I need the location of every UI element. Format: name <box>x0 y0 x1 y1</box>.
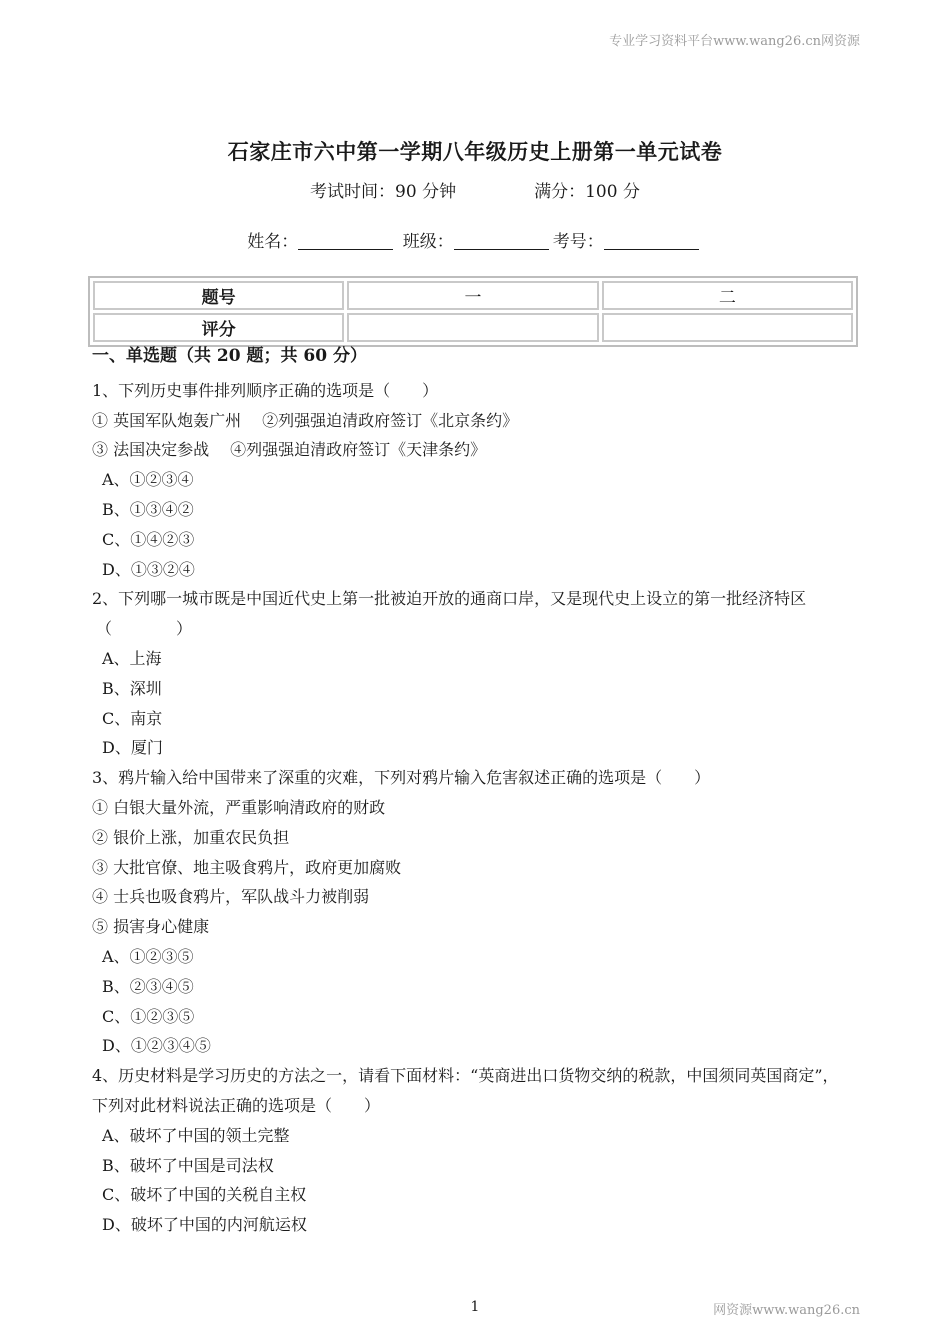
question-2-paren: （ ） <box>96 619 193 639</box>
question-2-option-d[interactable]: D、厦门 <box>102 738 163 758</box>
footer-watermark: 网资源www.wang26.cn <box>713 1303 860 1318</box>
question-4-stem: 4、历史材料是学习历史的方法之一，请看下面材料：“英商进出口货物交纳的税款，中国须同英国商定”， <box>92 1066 839 1086</box>
full-score: 满分：100 分 <box>534 182 640 202</box>
question-4-option-d[interactable]: D、破坏了中国的内河航运权 <box>102 1215 307 1235</box>
question-4-option-a[interactable]: A、破坏了中国的领土完整 <box>102 1125 290 1145</box>
question-1-line-1: ① 英国军队炮轰广州 ②列强强迫清政府签订《北京条约》 <box>92 410 519 430</box>
question-3-item-5: ⑤ 损害身心健康 <box>92 917 210 937</box>
question-3-item-4: ④ 士兵也吸食鸦片，军队战斗力被削弱 <box>92 887 370 907</box>
table-cell-question-label: 题号 <box>93 281 344 310</box>
class-blank[interactable] <box>454 231 549 250</box>
question-2-stem: 2、下列哪一城市既是中国近代史上第一批被迫开放的通商口岸，又是现代史上设立的第一批经济特区 <box>92 589 807 609</box>
question-2-option-a[interactable]: A、上海 <box>102 648 162 668</box>
question-3-item-2: ② 银价上涨，加重农民负担 <box>92 827 290 847</box>
question-2-option-b[interactable]: B、深圳 <box>102 678 162 698</box>
section-title: 一、单选题（共 20 题；共 60 分） <box>92 346 367 366</box>
page-number: 1 <box>470 1299 480 1315</box>
number-blank[interactable] <box>604 231 699 250</box>
question-1-option-a[interactable]: A、①②③④ <box>102 470 194 490</box>
question-1-line-2: ③ 法国决定参战 ④列强强迫清政府签订《天津条约》 <box>92 440 487 460</box>
questions <box>92 342 872 1240</box>
question-3-option-c[interactable]: C、①②③⑤ <box>102 1006 195 1026</box>
question-4-option-c[interactable]: C、破坏了中国的关税自主权 <box>102 1185 307 1205</box>
header-watermark: 专业学习资料平台www.wang26.cn网资源 <box>609 34 860 49</box>
question-4-stem-continued: 下列对此材料说法正确的选项是（ ） <box>92 1095 381 1115</box>
question-3-item-3: ③ 大批官僚、地主吸食鸦片，政府更加腐败 <box>92 857 402 877</box>
table-cell-score-part2[interactable] <box>602 313 853 342</box>
question-1-option-b[interactable]: B、①③④② <box>102 499 194 519</box>
table-cell-part1: 一 <box>347 281 598 310</box>
score-table-header-row <box>93 281 853 310</box>
question-3-option-b[interactable]: B、②③④⑤ <box>102 976 194 996</box>
question-3-option-a[interactable]: A、①②③⑤ <box>102 946 194 966</box>
table-cell-part2: 二 <box>602 281 853 310</box>
score-table-score-row <box>93 313 853 342</box>
number-label: 考号： <box>552 232 604 252</box>
student-info <box>0 227 950 252</box>
class-label: 班级： <box>402 232 454 252</box>
question-2-option-c[interactable]: C、南京 <box>102 708 163 728</box>
exam-meta <box>0 177 950 202</box>
exam-title: 石家庄市六中第一学期八年级历史上册第一单元试卷 <box>227 139 723 164</box>
question-3-option-d[interactable]: D、①②③④⑤ <box>102 1036 211 1056</box>
question-1-stem: 1、下列历史事件排列顺序正确的选项是（ ） <box>92 380 439 400</box>
table-cell-score-label: 评分 <box>93 313 344 342</box>
question-3-stem: 3、鸦片输入给中国带来了深重的灾难，下列对鸦片输入危害叙述正确的选项是（ ） <box>92 768 711 788</box>
exam-time: 考试时间：90 分钟 <box>310 182 457 202</box>
score-table <box>88 276 858 347</box>
question-1-option-d[interactable]: D、①③②④ <box>102 559 195 579</box>
question-4-option-b[interactable]: B、破坏了中国是司法权 <box>102 1155 274 1175</box>
question-3-item-1: ① 白银大量外流，严重影响清政府的财政 <box>92 797 386 817</box>
name-blank[interactable] <box>298 231 393 250</box>
table-cell-score-part1[interactable] <box>347 313 598 342</box>
name-label: 姓名： <box>247 232 299 252</box>
question-1-option-c[interactable]: C、①④②③ <box>102 529 195 549</box>
